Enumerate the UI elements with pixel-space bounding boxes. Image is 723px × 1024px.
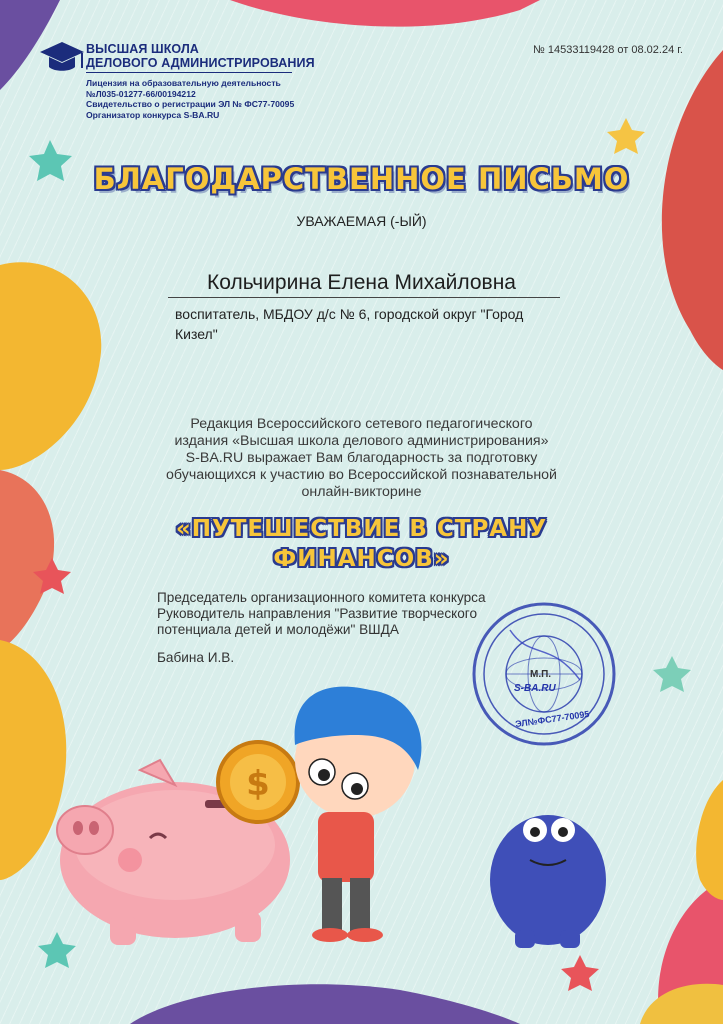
registration-text: Свидетельство о регистрации ЭЛ № ФС77-70095: [86, 99, 295, 109]
body-line: S-BA.RU выражает Вам благодарность за подготовку: [185, 450, 538, 466]
event-title-line1: «ПУТЕШЕСТВИЕ В СТРАНУ: [175, 516, 548, 542]
signer-name: Бабина И.В.: [157, 650, 235, 665]
signer-line: Председатель организационного комитета конкурса: [157, 590, 486, 605]
certificate-number: № 14533119428 от 08.02.24 г.: [533, 44, 683, 56]
svg-text:$: $: [246, 764, 270, 804]
recipient-name: Кольчирина Елена Михайловна: [207, 271, 516, 294]
monster-illustration: [490, 815, 606, 948]
stamp-registration: ЭЛ№ФС77-70095: [514, 708, 590, 730]
greeting: УВАЖАЕМАЯ (-ЫЙ): [296, 213, 427, 229]
organization-info: [86, 78, 294, 120]
signer-line: потенциала детей и молодёжи" ВШДА: [157, 622, 399, 637]
recipient-position-line2: Кизел": [175, 326, 218, 342]
event-title-line2: ФИНАНСОВ»: [273, 546, 450, 572]
license-text: Лицензия на образовательную деятельность: [86, 78, 281, 88]
body-text: [130, 416, 593, 501]
event-title: [120, 514, 603, 574]
organizer-text: Организатор конкурса S-BA.RU: [86, 109, 220, 120]
page-title: БЛАГОДАРСТВЕННОЕ ПИСЬМО: [93, 162, 630, 196]
organization-name-line1: ВЫСШАЯ ШКОЛА: [86, 42, 199, 56]
signer-title: [157, 590, 537, 638]
boy-illustration: [295, 687, 422, 942]
body-line: издания «Высшая школа делового администрирования»: [174, 433, 549, 449]
stamp-site: S-BA.RU: [514, 683, 556, 694]
stamp-mp-label: М.П.: [530, 669, 552, 680]
coin-illustration: [218, 742, 298, 822]
organization-name-line2: ДЕЛОВОГО АДМИНИСТРИРОВАНИЯ: [86, 56, 315, 70]
signer-line: Руководитель направления "Развитие творческого: [157, 606, 478, 621]
license-number: №Л035-01277-66/00194212: [86, 88, 196, 99]
body-line: Редакция Всероссийского сетевого педагогического: [190, 416, 533, 432]
recipient-position: [175, 304, 575, 344]
name-underline: [168, 297, 560, 298]
organization-name: [86, 42, 315, 70]
divider: [86, 72, 292, 73]
body-line: онлайн-викторине: [301, 484, 422, 500]
body-line: обучающихся к участию во Всероссийской познавательной: [166, 467, 557, 483]
recipient-position-line1: воспитатель, МБДОУ д/с № 6, городской округ "Город: [175, 306, 524, 322]
